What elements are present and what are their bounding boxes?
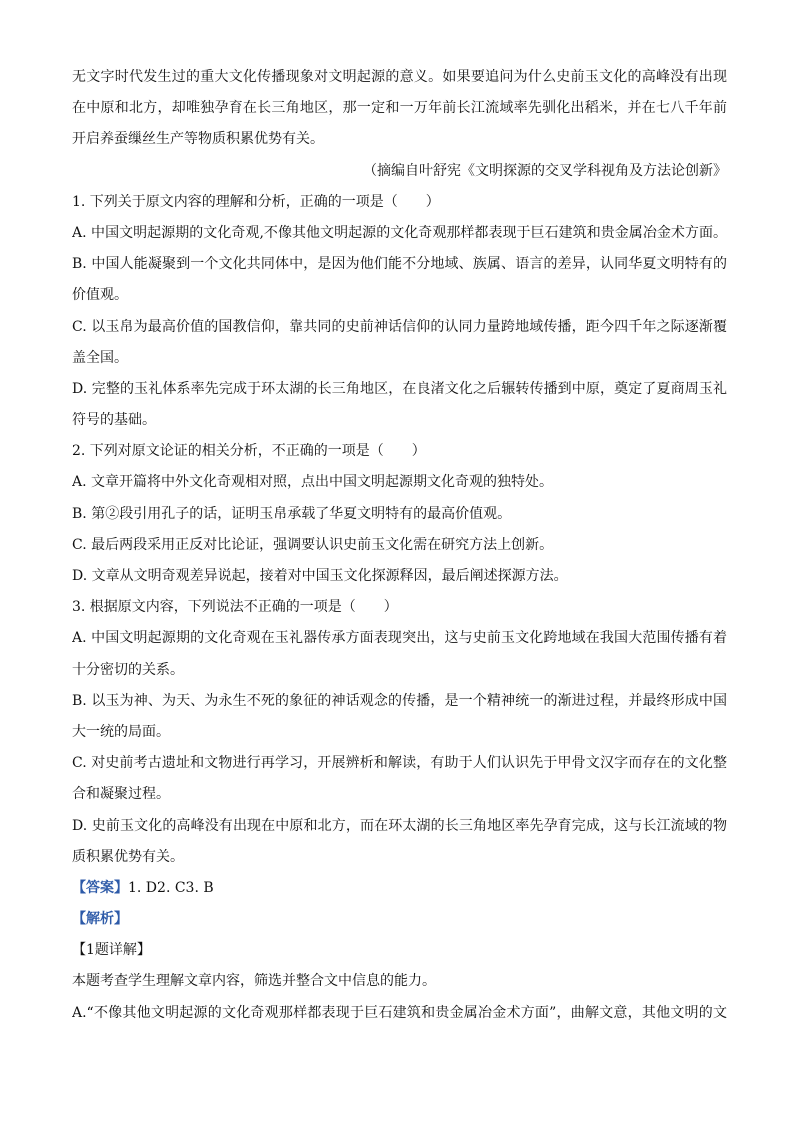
document-page (72, 62, 727, 1029)
analysis-line (72, 904, 727, 935)
q1-option-c-line-2: 盖全国。 (72, 349, 128, 366)
q1-option-a: A. 中国文明起源期的文化奇观,不像其他文明起源的文化奇观那样都表现于巨石建筑和贵金属冶金术方面。 (72, 224, 727, 241)
q1-option-d-line-1: D. 完整的玉礼体系率先完成于环太湖的长三角地区，在良渚文化之后辗转传播到中原，奠定了夏商周玉礼 (72, 380, 727, 397)
q1-option-b-line-2: 价值观。 (72, 287, 128, 304)
q3-option-a-line-2: 十分密切的关系。 (72, 661, 184, 678)
detail-1-intro: 本题考查学生理解文章内容，筛选并整合文中信息的能力。 (72, 973, 436, 990)
passage-line-3: 开启养蚕缫丝生产等物质积累优势有关。 (72, 131, 324, 148)
answer-tag: 【答案】 (72, 879, 128, 896)
q3-option-c-line-1: C. 对史前考古遗址和文物进行再学习，开展辨析和解读，有助于人们认识先于甲骨文汉字而存在的文化整 (72, 755, 727, 772)
q3-option-d-line-2: 质积累优势有关。 (72, 848, 184, 865)
source-citation: （摘编自叶舒宪《文明探源的交叉学科视角及方法论创新》 (363, 162, 727, 179)
q3-option-b-line-1: B. 以玉为神、为天、为永生不死的象征的神话观念的传播，是一个精神统一的渐进过程，并最终形成中国 (72, 692, 727, 709)
q2-stem: 2. 下列对原文论证的相关分析，不正确的一项是（ ） (72, 443, 426, 460)
q1-option-b-line-1: B. 中国人能凝聚到一个文化共同体中，是因为他们能不分地域、族属、语言的差异，认同华夏文明特有的 (72, 256, 727, 273)
q3-stem: 3. 根据原文内容，下列说法不正确的一项是（ ） (72, 599, 398, 616)
q3-option-b-line-2: 大一统的局面。 (72, 723, 170, 740)
answer-line (72, 873, 727, 904)
q2-option-a: A. 文章开篇将中外文化奇观相对照，点出中国文明起源期文化奇观的独特处。 (72, 474, 554, 491)
q2-option-d: D. 文章从文明奇观差异说起，接着对中国玉文化探源释因，最后阐述探源方法。 (72, 568, 568, 584)
detail-1-option-a: A.“不像其他文明起源的文化奇观那样都表现于巨石建筑和贵金属冶金术方面”，曲解文意，其他文明的文 (72, 1004, 727, 1021)
q3-option-a-line-1: A. 中国文明起源期的文化奇观在玉礼器传承方面表现突出，这与史前玉文化跨地域在我国大范围传播有着 (72, 630, 727, 647)
passage-line-1: 无文字时代发生过的重大文化传播现象对文明起源的意义。如果要追问为什么史前玉文化的高峰没有出现 (72, 69, 727, 85)
q2-option-c: C. 最后两段采用正反对比论证，强调要认识史前玉文化需在研究方法上创新。 (72, 536, 554, 553)
analysis-tag: 【解析】 (72, 911, 128, 928)
q1-option-d-line-2: 符号的基础。 (72, 412, 156, 429)
q2-option-b: B. 第②段引用孔子的话，证明玉帛承载了华夏文明特有的最高价值观。 (72, 505, 512, 522)
q1-stem: 1. 下列关于原文内容的理解和分析，正确的一项是（ ） (72, 193, 440, 210)
answer-text: 1. D2. C3. B (128, 879, 214, 896)
passage-line-2: 在中原和北方，却唯独孕育在长三角地区，那一定和一万年前长江流域率先驯化出稻米，并在七八千年前 (72, 100, 727, 117)
q3-option-d-line-1: D. 史前玉文化的高峰没有出现在中原和北方，而在环太湖的长三角地区率先孕育完成，这与长江流域的物 (72, 817, 727, 834)
q1-option-c-line-1: C. 以玉帛为最高价值的国教信仰，靠共同的史前神话信仰的认同力量跨地域传播，距今四千年之际逐渐覆 (72, 318, 727, 335)
q3-option-c-line-2: 合和凝聚过程。 (72, 786, 170, 803)
detail-1-title: 【1题详解】 (72, 942, 151, 959)
